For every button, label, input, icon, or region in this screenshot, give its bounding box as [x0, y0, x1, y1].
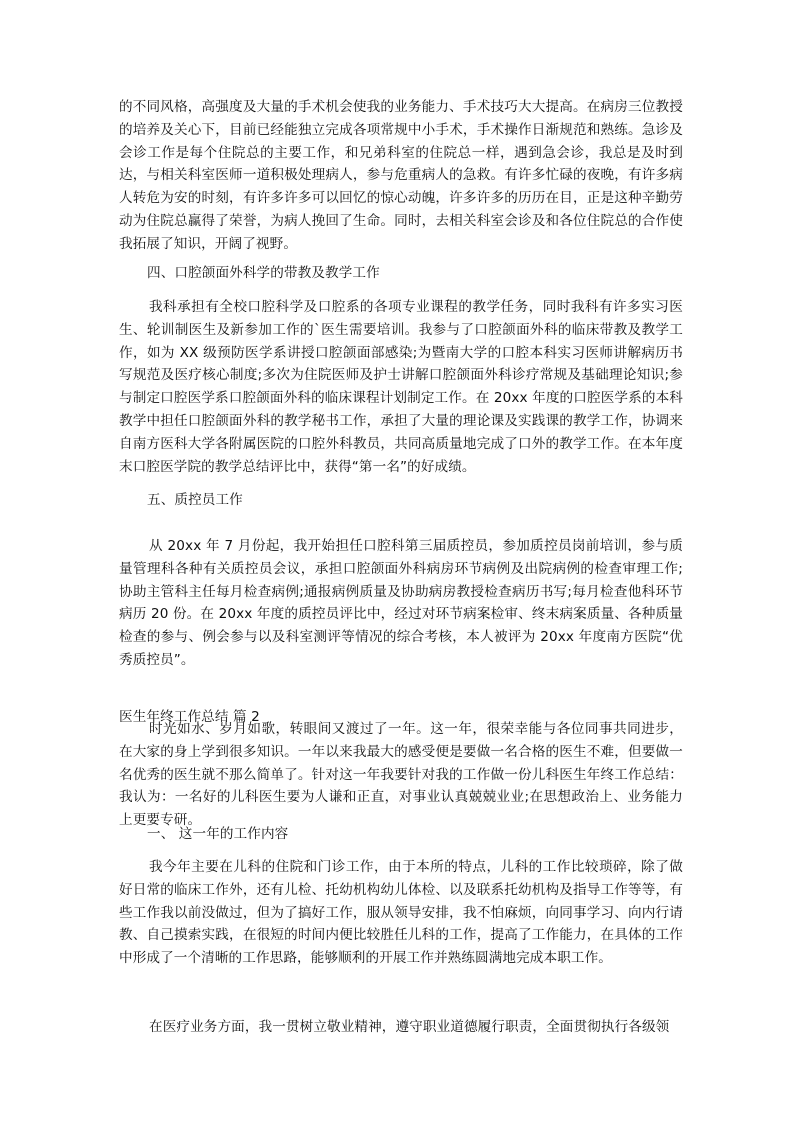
quality-control-paragraph: 从 20xx 年 7 月份起，我开始担任口腔科第三届质控员，参加质控员岗前培训，参与质量管理科各种有关质控员会议，承担口腔颌面外科病房环节病例及出院病例的检查审理工作;协助主管科主任每月检查病例;通报病例质量及协助病房教授检查病历书写;每月检查他科环节病历 20 份。在 20xx 年度的质控员评比中，经过对环节病案检审、终末病案质量、各种质量检查的参与、例会参与以及科室测评等情况的综合考核，本人被评为 20xx 年度南方医院“优秀质控员”。 [119, 538, 683, 668]
section-heading-work-content: 一、 这一年的工作内容 [147, 826, 289, 842]
section-heading-teaching: 四、口腔颌面外科学的带教及教学工作 [147, 265, 380, 281]
medical-work-paragraph: 在医疗业务方面，我一贯树立敬业精神，遵守职业道德履行职责，全面贯彻执行各级领 [149, 1019, 670, 1035]
work-content-paragraph: 我今年主要在儿科的住院和门诊工作，由于本所的特点，儿科的工作比较琐碎，除了做好日常的临床工作外，还有儿检、托幼机构幼儿体检、以及联系托幼机构及指导工作等等，有些工作我以前没做过，但为了搞好工作，服从领导安排，我不怕麻烦，向同事学习、向内行请教、自己摸索实践，在很短的时间内便比较胜任儿科的工作，提高了工作能力，在具体的工作中形成了一个清晰的工作思路，能够顺利的开展工作并熟练圆满地完成本职工作。 [119, 859, 683, 967]
teaching-paragraph: 我科承担有全校口腔科学及口腔系的各项专业课程的教学任务，同时我科有许多实习医生、轮训制医生及新参加工作的`医生需要培训。我参与了口腔颌面外科的临床带教及教学工作，如为 XX 级预防医学系讲授口腔颌面部感染;为暨南大学的口腔本科实习医师讲解病历书写规范及医疗核心制度;多次为住院医师及护士讲解口腔颌面外科诊疗常规及基础理论知识;参与制定口腔医学系口腔颌面外科的临床课程计划制定工作。在 20xx 年度的口腔医学系的本科教学中担任口腔颌面外科的教学秘书工作，承担了大量的理论课及实践课的教学工作，协调来自南方医科大学各附属医院的口腔外科教员，共同高质量地完成了口外的教学工作。在本年度末口腔医学院的教学总结评比中，获得“第一名”的好成绩。 [119, 299, 683, 475]
continued-paragraph: 的不同风格，高强度及大量的手术机会使我的业务能力、手术技巧大大提高。在病房三位教授的培养及关心下，目前已经能独立完成各项常规中小手术，手术操作日渐规范和熟练。急诊及会诊工作是每个住院总的主要工作，和兄弟科室的住院总一样，遇到急会诊，我总是及时到达，与相关科室医师一道积极处理病人，参与危重病人的急救。有许多忙碌的夜晚，有许多病人转危为安的时刻，有许多许多可以回忆的惊心动魄，许多许多的历历在目，正是这种辛勤劳动为住院总赢得了荣誉，为病人挽回了生命。同时，去相关科室会诊及和各位住院总的合作使我拓展了知识，开阔了视野。 [119, 99, 683, 252]
section-heading-quality-control: 五、质控员工作 [147, 492, 243, 508]
part-2-intro-paragraph: 时光如水、岁月如歌，转眼间又渡过了一年。这一年，很荣幸能与各位同事共同进步，在大家的身上学到很多知识。一年以来我最大的感受便是要做一名合格的医生不难，但要做一名优秀的医生就不那么简单了。针对这一年我要针对我的工作做一份儿科医生年终工作总结：我认为：一名好的儿科医生要为人谦和正直，对事业认真兢兢业业;在思想政治上、业务能力上更要专研。 [119, 721, 683, 829]
part-2-title: 医生年终工作总结 篇 2 [119, 709, 260, 725]
